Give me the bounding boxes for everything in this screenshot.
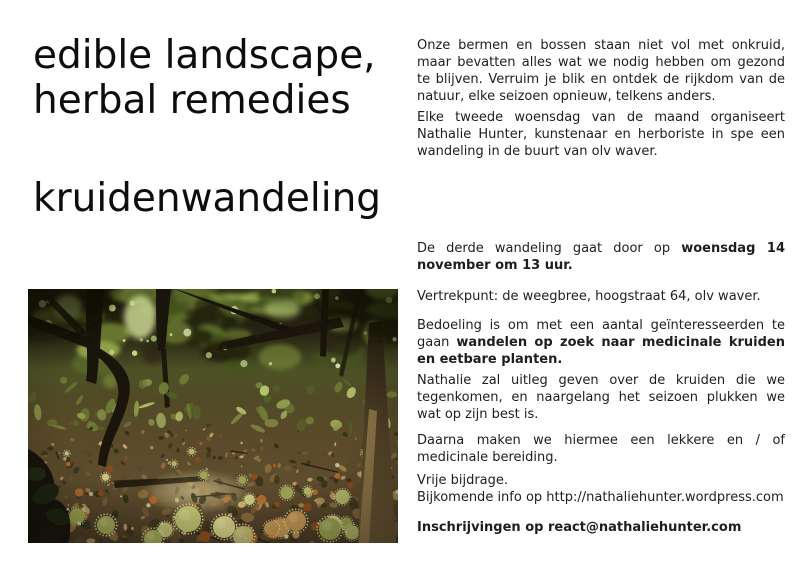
registration-paragraph [417,519,785,536]
body-text: Bedoeling is om met een aantal geïnteresseerden te gaan [417,318,785,350]
emphasized-text: wandelen op zoek naar medicinale kruiden en eetbare planten. [417,335,785,367]
date-paragraph [417,240,785,274]
goal-paragraph [417,317,785,368]
body-text: Nathalie zal uitleg geven over de kruiden die we tegenkomen, en naargelang het seizoen plukken we wat op zijn best is. [417,373,785,422]
forest-floor-photo [28,289,398,543]
body-text: Vrije bijdrage. [417,473,509,488]
main-title [33,33,376,123]
organizer-paragraph [417,109,785,160]
fee-info-paragraph [417,472,785,506]
explanation-paragraph [417,372,785,423]
title-line2: herbal remedies [33,78,351,123]
meeting-point-paragraph [417,288,785,305]
intro-paragraph [417,37,785,105]
body-text: Onze bermen en bossen staan niet vol met onkruid, maar bevatten alles wat we nodig hebben om gezond te blijven. Verruim je blik en ontdek de rijkdom van de natuur, elke seizoen opnieuw, telkens anders. [417,38,785,104]
body-text: De derde wandeling gaat door op [417,241,682,256]
title-line1: edible landscape, [33,33,376,78]
body-text: Vertrekpunt: de weegbree, hoogstraat 64, olv waver. [417,289,761,304]
preparation-paragraph [417,432,785,466]
vignette [28,289,398,543]
body-text: Bijkomende info op http://nathaliehunter.wordpress.com [417,490,784,505]
body-copy [417,0,785,565]
body-text: Daarna maken we hiermee een lekkere en / of medicinale bereiding. [417,433,785,465]
emphasized-text: Inschrijvingen op react@nathaliehunter.com [417,520,742,535]
emphasized-text: woensdag 14 november om 13 uur. [417,241,785,273]
subtitle: kruidenwandeling [33,176,382,221]
body-text: Elke tweede woensdag van de maand organiseert Nathalie Hunter, kunstenaar en herboriste in spe een wandeling in de buurt van olv waver. [417,110,785,159]
